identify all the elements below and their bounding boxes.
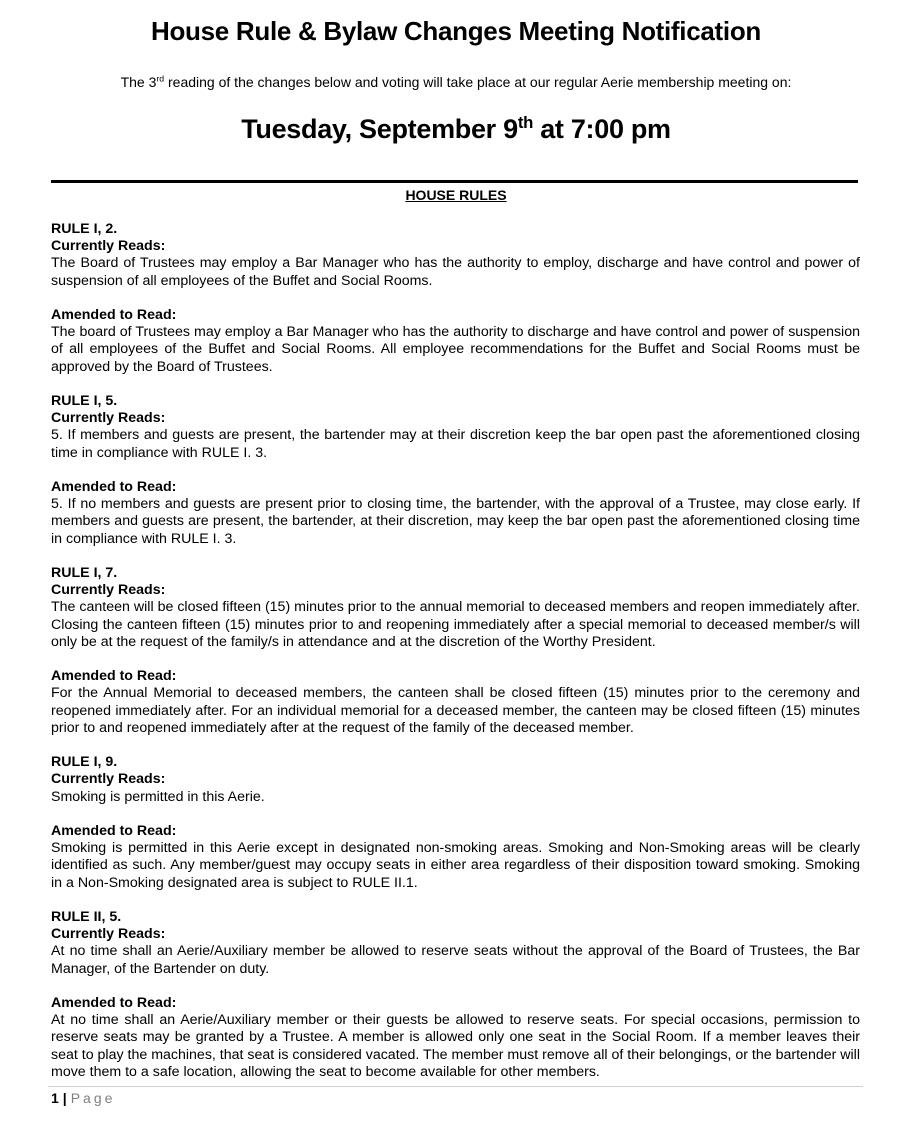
amended-to-read-label: Amended to Read: [51,995,177,1011]
page-label: Page [70,1090,116,1106]
currently-reads-label: Currently Reads: [51,410,166,427]
amended-block [51,823,860,892]
date-ordinal-suffix: th [517,113,534,132]
current-text: At no time shall an Aerie/Auxiliary member be allowed to reserve seats without the approval of the Board of Trustees, the Bar Manager, of the Bartender on duty. [51,943,860,977]
amended-to-read-label: Amended to Read: [51,668,177,685]
page-footer [51,1090,115,1106]
amended-block [51,307,860,376]
document-title: House Rule & Bylaw Changes Meeting Notification [151,16,761,46]
horizontal-divider [51,180,858,183]
currently-reads-label: Currently Reads: [51,926,166,943]
meeting-intro [0,74,912,90]
page-number: 1 [51,1090,59,1106]
amended-block [51,668,860,737]
amended-block [51,479,860,548]
current-text: The Board of Trustees may employ a Bar Manager who has the authority to employ, discharge and have control and power of suspension of all employees of the Buffet and Social Rooms. [51,255,860,289]
current-text: Smoking is permitted in this Aerie. [51,788,265,805]
section-heading: HOUSE RULES [405,187,507,203]
current-block [51,754,860,806]
currently-reads-label: Currently Reads: [51,582,166,599]
rule-id: RULE II, 5. [51,909,122,925]
amended-text: Smoking is permitted in this Aerie except in designated non-smoking areas. Smoking and Non-Smoking areas will be clearly identified as such. Any member/guest may occupy seats in either area regardless of their disposition toward smoking. Smoking in a Non-Smoking designated area is subject to RULE II.1. [51,840,860,891]
rule-item [51,221,860,376]
rule-id: RULE I, 5. [51,393,118,409]
date-text-end: at 7:00 pm [533,114,671,144]
current-text: The canteen will be closed fifteen (15) minutes prior to the annual memorial to deceased members and reopen immediately after. Closing the canteen fifteen (15) minutes prior to and reopening immediately after a special memorial to deceased member/s will only be at the request of the family/s in attendance and at the discretion of the Worthy President. [51,599,860,650]
amended-to-read-label: Amended to Read: [51,479,177,495]
current-text: 5. If members and guests are present, the bartender may at their discretion keep the bar open past the aforementioned closing time in compliance with RULE I. 3. [51,427,860,461]
intro-ordinal-suffix: rd [156,73,165,84]
amended-text: At no time shall an Aerie/Auxiliary member or their guests be allowed to reserve seats. For special occasions, permission to reserve seats may be granted by a Trustee. A member is allowed only one seat in the Social Room. If a member leaves their seat to play the machines, that seat is considered vacated. The member must remove all of their belongings, or the bartender will move them to a safe location, allowing the seat to become available for other members. [51,1012,860,1080]
date-text-start: Tuesday, September 9 [241,114,518,144]
intro-text-start: The 3 [120,74,157,90]
current-block [51,909,860,978]
rule-id: RULE I, 9. [51,754,118,771]
amended-text: For the Annual Memorial to deceased members, the canteen shall be closed fifteen (15) minutes prior to the ceremony and reopened immediately after. For an individual memorial for a deceased member, the canteen may be closed fifteen (15) minutes prior to and reopened immediately after at the request of the family of the deceased member. [51,685,860,736]
rule-id: RULE I, 7. [51,565,118,581]
currently-reads-label: Currently Reads: [51,771,166,788]
rule-item [51,565,860,737]
rule-id: RULE I, 2. [51,221,118,237]
amended-to-read-label: Amended to Read: [51,307,177,323]
rule-item [51,754,860,892]
currently-reads-label: Currently Reads: [51,238,166,255]
amended-text: The board of Trustees may employ a Bar Manager who has the authority to discharge and have control and power of suspension of all employees of the Buffet and Social Rooms. All employee recommendations for the Buffet and Social Rooms must be approved by the Board of Trustees. [51,324,860,375]
intro-text-end: reading of the changes below and voting will take place at our regular Aerie membership meeting on: [164,74,792,90]
amended-to-read-label: Amended to Read: [51,823,177,839]
footer-divider [48,1086,863,1087]
rule-item [51,393,860,548]
footer-separator: | [62,1090,67,1106]
rules-list [51,221,860,1098]
current-block [51,565,860,651]
current-block [51,393,860,462]
current-block [51,221,860,290]
amended-block [51,995,860,1081]
amended-text: 5. If no members and guests are present prior to closing time, the bartender, with the approval of a Trustee, may close early. If members and guests are present, the bartender, at their discretion, may keep the bar open past the aforementioned closing time in compliance with RULE I. 3. [51,496,860,547]
rule-item [51,909,860,1081]
meeting-date [0,114,912,145]
